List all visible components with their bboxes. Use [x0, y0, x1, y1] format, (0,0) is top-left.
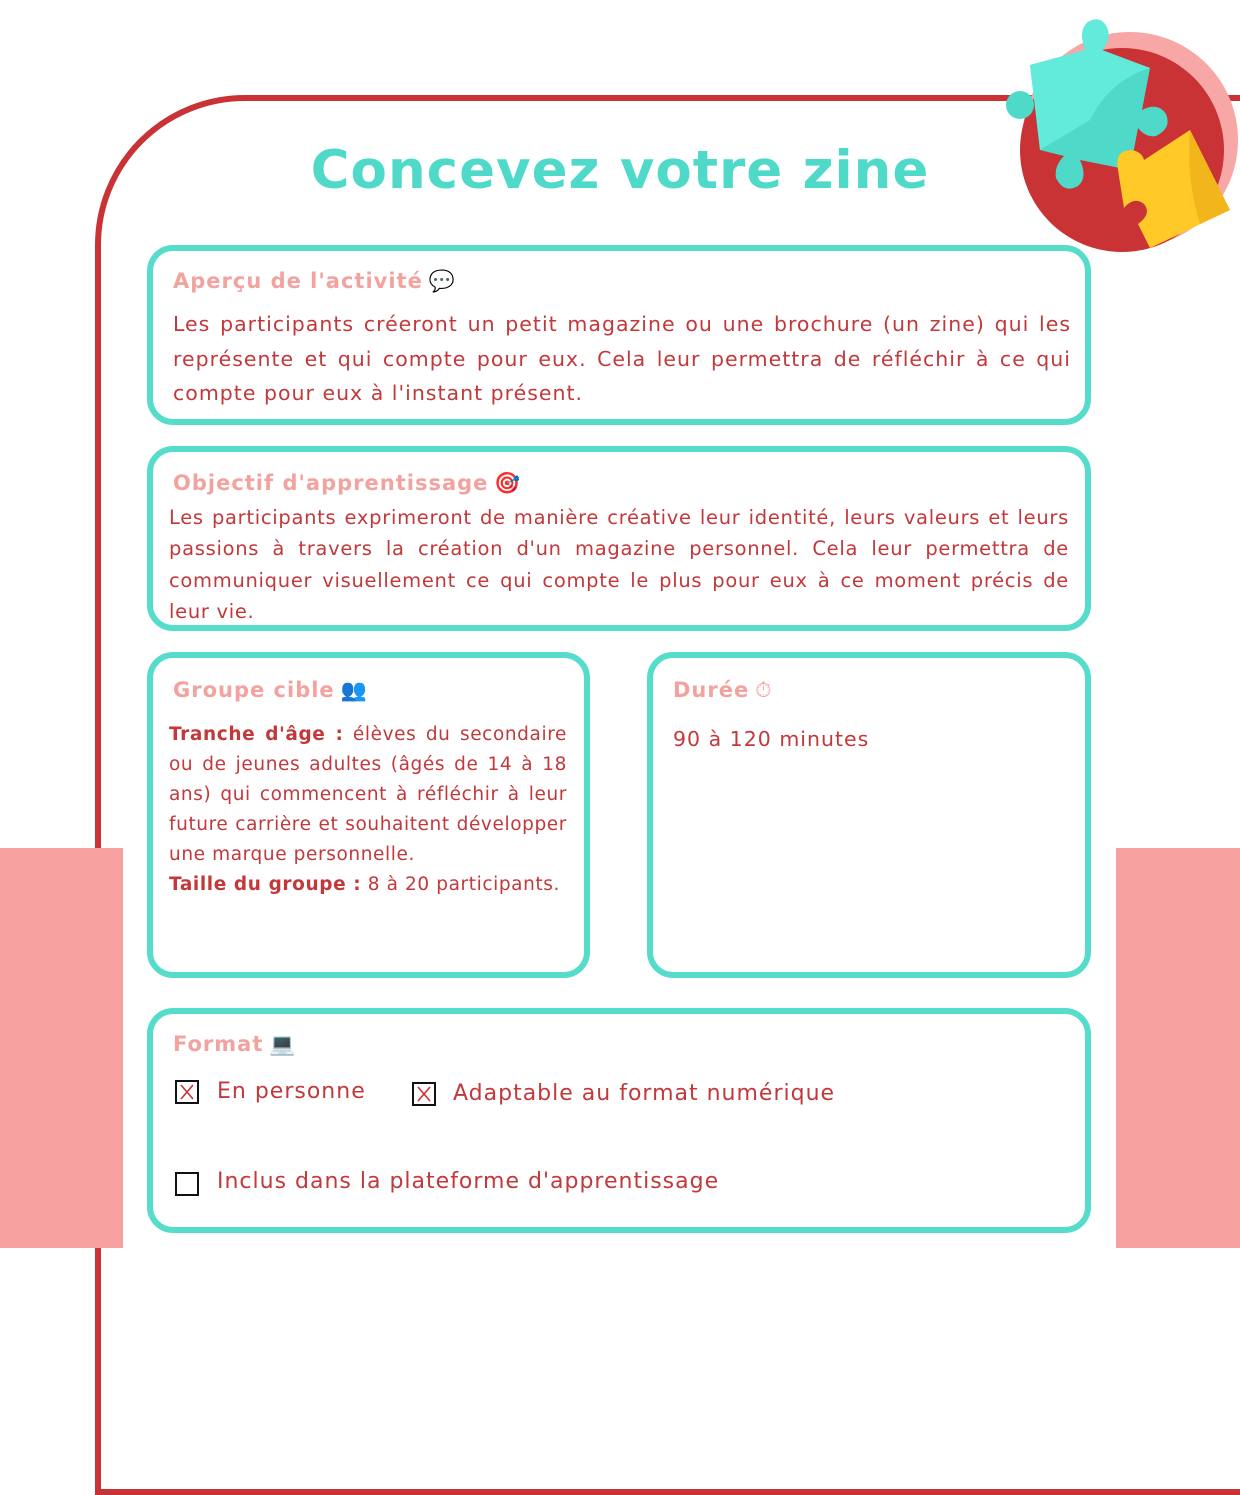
speech-bubble-icon: 💬: [428, 269, 456, 293]
group-size-text: 8 à 20 participants.: [361, 874, 561, 895]
format-card: [147, 1008, 1091, 1233]
laptop-icon: 💻: [269, 1032, 297, 1056]
overview-heading: Aperçu de l'activité 💬: [173, 269, 456, 293]
left-pink-block: [0, 848, 123, 1248]
stopwatch-icon: ⏱: [755, 678, 773, 702]
overview-text: Les participants créeront un petit magazine ou une brochure (un zine) qui les représente et qui compte pour eux. Cela leur permettra de réfléchir à ce qui compte pour eux à l'instant présent.: [173, 312, 1071, 405]
overview-card: [147, 245, 1091, 425]
in-person-label: En personne: [217, 1079, 366, 1104]
learning-platform-label: Inclus dans la plateforme d'apprentissage: [217, 1169, 720, 1194]
duration-text: 90 à 120 minutes: [673, 727, 870, 751]
format-heading: Format 💻: [173, 1032, 297, 1056]
in-person-checkbox[interactable]: [175, 1080, 199, 1104]
target-group-card: [147, 652, 590, 978]
target-group-text: [169, 720, 567, 900]
objective-card: [147, 446, 1091, 631]
cross-mark-icon: [178, 1083, 196, 1101]
digital-format-checkbox[interactable]: [412, 1082, 436, 1106]
digital-format-label: Adaptable au format numérique: [453, 1081, 836, 1106]
target-icon: 🎯: [494, 471, 522, 495]
age-range-text: élèves du secondaire ou de jeunes adultes (âgés de 14 à 18 ans) qui commencent à réfléchir à leur future carrière et souhaitent développer une marque personnelle.: [169, 724, 567, 865]
cross-mark-icon: [415, 1085, 433, 1103]
objective-heading: Objectif d'apprentissage 🎯: [173, 471, 522, 495]
people-icon: 👥: [340, 678, 368, 702]
duration-card: [647, 652, 1091, 978]
duration-heading: Durée ⏱: [673, 678, 773, 702]
learning-platform-checkbox[interactable]: [175, 1172, 199, 1196]
target-group-heading: Groupe cible 👥: [173, 678, 368, 702]
right-pink-block: [1116, 848, 1240, 1248]
puzzle-icon: [990, 10, 1240, 260]
group-size-label: Taille du groupe :: [169, 874, 362, 895]
objective-text: Les participants exprimeront de manière créative leur identité, leurs valeurs et leurs passions à travers la création d'un magazine personnel. Cela leur permettra de communiquer visuellement ce qui compte le plus pour eux à ce moment précis de leur vie.: [169, 506, 1069, 623]
page-title: Concevez votre zine: [310, 140, 930, 201]
age-range-label: Tranche d'âge :: [169, 724, 344, 745]
